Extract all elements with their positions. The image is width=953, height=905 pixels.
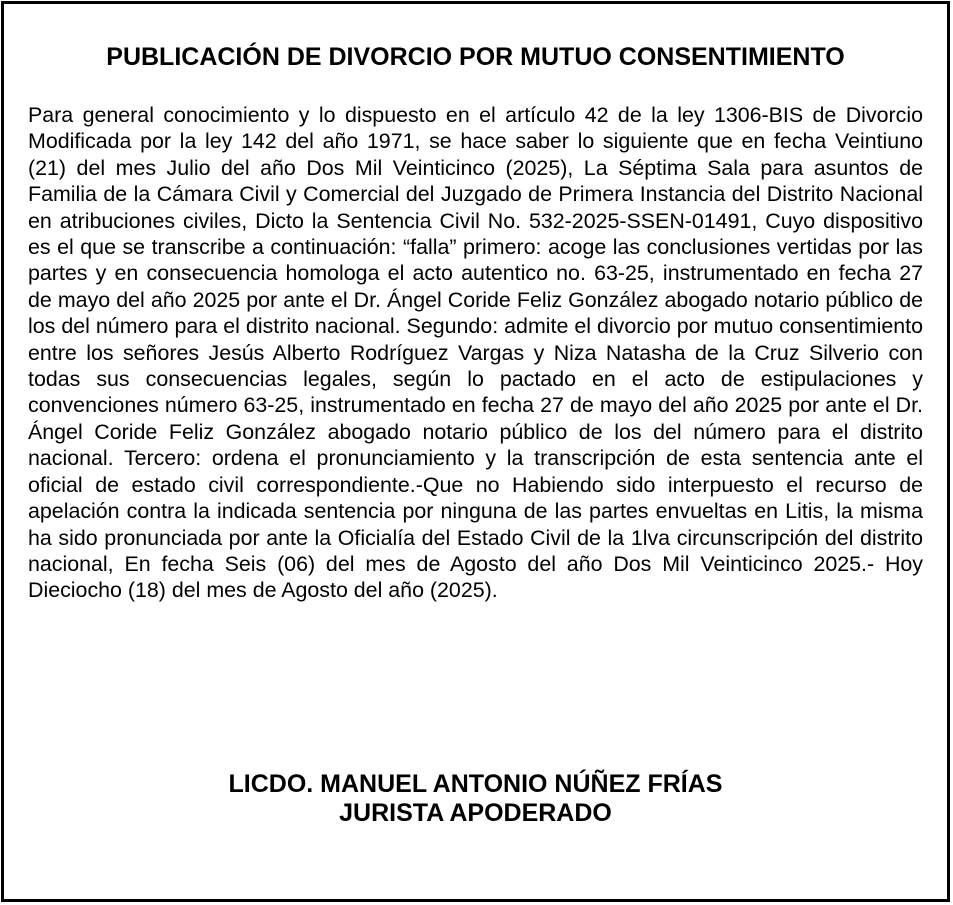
signatory-role: JURISTA APODERADO xyxy=(339,799,612,827)
notice-body: Para general conocimiento y lo dispuesto en el artículo 42 de la ley 1306-BIS de Divorcio Modificada por la ley 142 del año 1971, se hace saber lo siguiente que en fecha Veintiuno (21) del mes Julio del año Dos Mil Veinticinco (2025), La Séptima Sala para asuntos de Familia de la Cámara Civil y Comercial del Juzgado de Primera Instancia del Distrito Nacional en atribuciones civiles, Dicto la Sentencia Civil No. 532-2025-SSEN-01491, Cuyo dispositivo es el que se transcribe a continuación: “falla” primero: acoge las conclusiones vertidas por las partes y en consecuencia homologa el acto autentico no. 63-25, instrumentado en fecha 27 de mayo del año 2025 por ante el Dr. Ángel Coride Feliz González abogado notario público de los del número para el distrito nacional. Segundo: admite el divorcio por mutuo consentimiento entre los señores Jesús Alberto Rodríguez Vargas y Niza Natasha de la Cruz Silverio con todas sus consecuencias legales, según lo pactado en el acto de estipulaciones y convenciones número 63-25, instrumentado en fecha 27 de mayo del año 2025 por ante el Dr. Ángel Coride Feliz González abogado notario público de los del número para el distrito nacional. Tercero: ordena el pronunciamiento y la transcripción de esta sentencia ante el oficial de estado civil correspondiente.-Que no Habiendo sido interpuesto el recurso de apelación contra la indicada sentencia por ninguna de las partes envueltas en Litis, la misma ha sido pronunciada por ante la Oficialía del Estado Civil de la 1lva circunscripción del distrito nacional, En fecha Seis (06) del mes de Agosto del año Dos Mil Veinticinco 2025.- Hoy Dieciocho (18) del mes de Agosto del año (2025). xyxy=(28,103,923,603)
legal-notice xyxy=(1,1,950,902)
signature-block xyxy=(4,770,947,828)
notice-title: PUBLICACIÓN DE DIVORCIO POR MUTUO CONSENTIMIENTO xyxy=(106,43,845,71)
signatory-name: LICDO. MANUEL ANTONIO NÚÑEZ FRÍAS xyxy=(228,770,723,798)
